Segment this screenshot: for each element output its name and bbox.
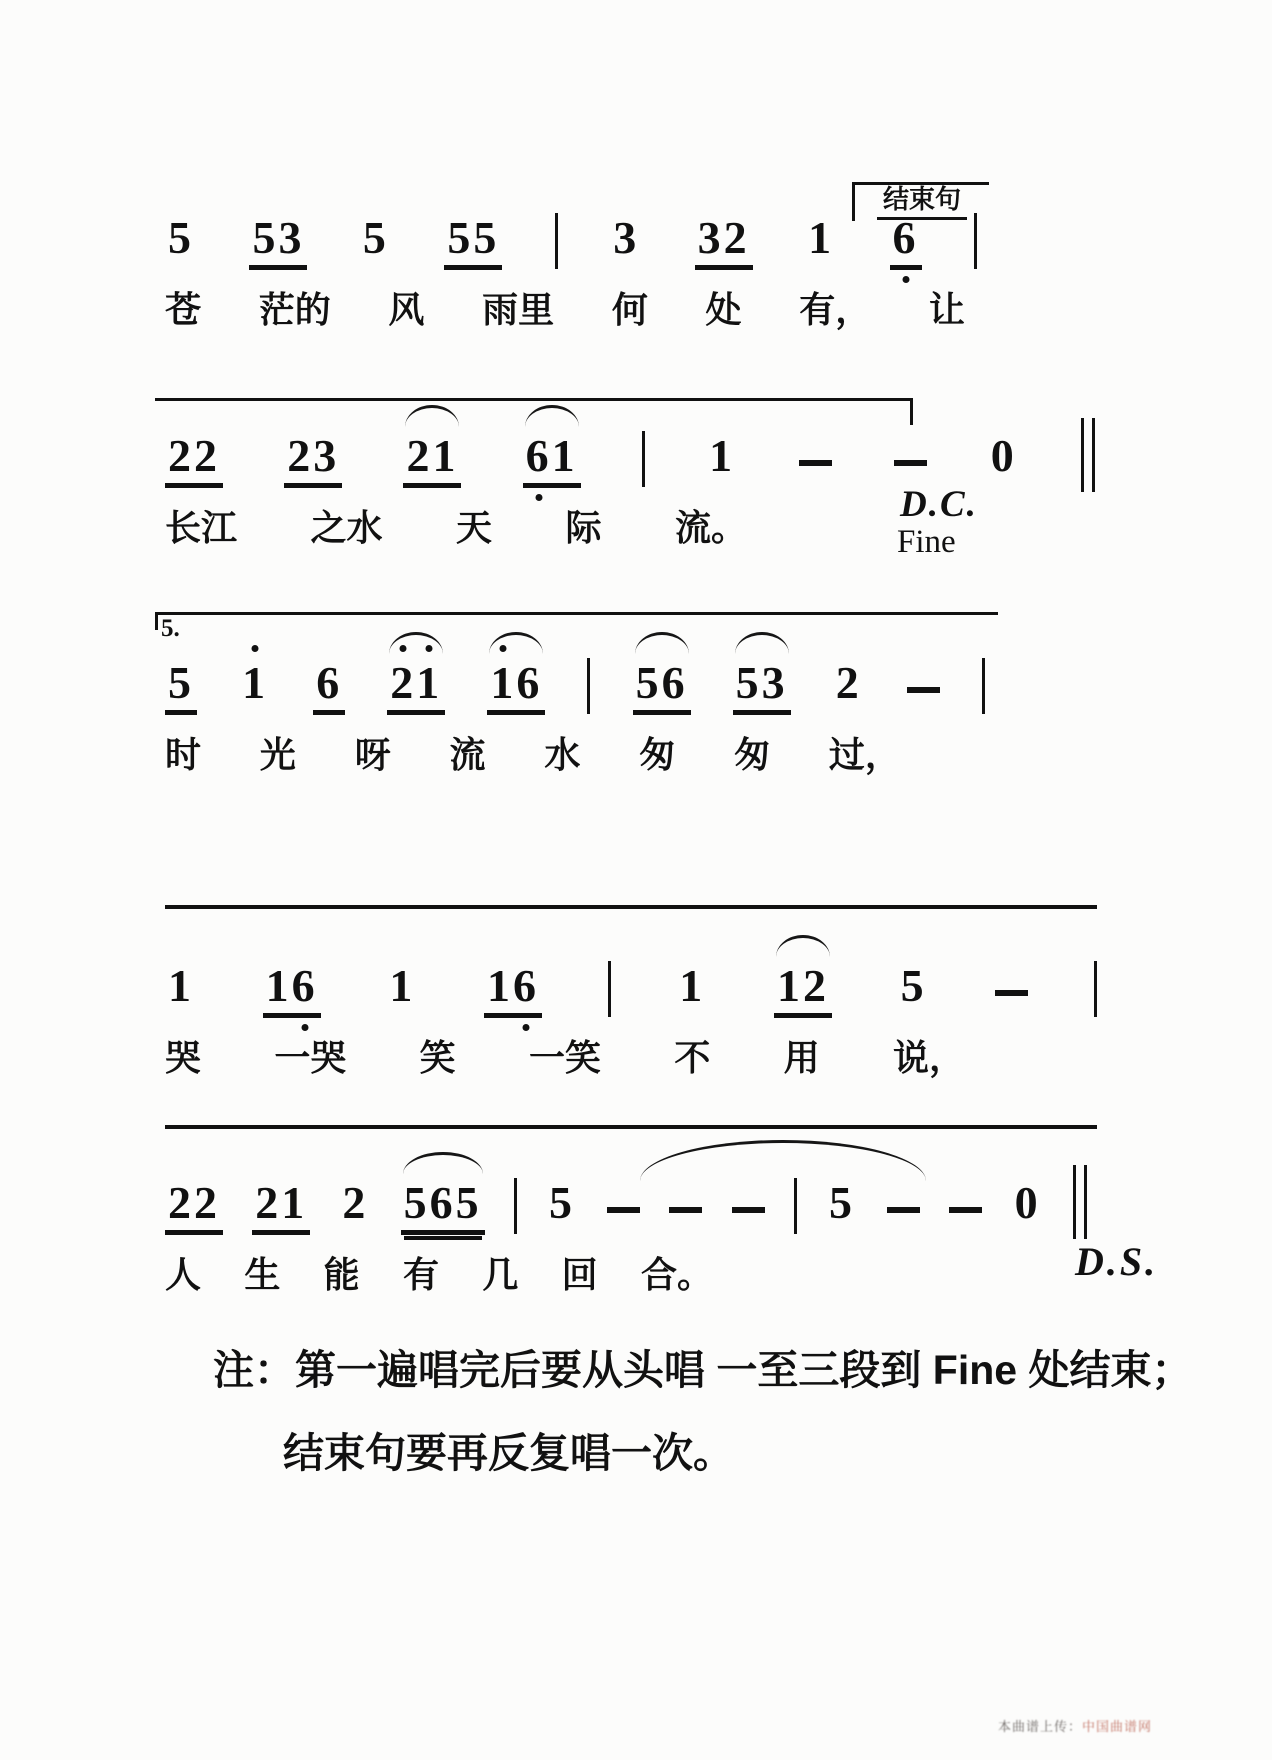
lyric-syllable: 用 xyxy=(783,1037,820,1078)
note: 2 1 xyxy=(403,433,461,488)
barline xyxy=(794,1178,797,1234)
note: 5 3 xyxy=(249,215,307,270)
final-barline xyxy=(1073,1165,1087,1239)
system-5 xyxy=(165,1165,1087,1296)
octave-dot-below xyxy=(535,494,542,501)
lyric-syllable: 茫的 xyxy=(258,289,331,330)
duration-dash xyxy=(669,1207,702,1213)
lyric-syllable: 过， xyxy=(828,734,901,775)
verse-number-label: 5. xyxy=(161,615,180,642)
system-4 xyxy=(165,948,1097,1079)
note: 1 xyxy=(679,960,706,1011)
duration-dash xyxy=(887,1207,920,1213)
dc-mark: D.C. xyxy=(900,484,978,525)
barline xyxy=(974,213,977,269)
watermark-text: 本曲谱上传： xyxy=(998,1719,1083,1734)
lyric-syllable: 风 xyxy=(388,289,425,330)
octave-dot-below xyxy=(301,1024,308,1031)
note: 6 xyxy=(313,660,345,715)
note: 2 2 xyxy=(165,1180,223,1235)
lyric-syllable: 让 xyxy=(928,289,965,330)
lyric-syllable: 有， xyxy=(799,289,872,330)
tie-arc xyxy=(640,1140,926,1181)
lyric-syllable: 时 xyxy=(165,734,202,775)
lyric-syllable: 流 xyxy=(449,734,486,775)
lyric-syllable: 之水 xyxy=(310,507,383,548)
footnote-line-1: 注：第一遍唱完后要从头唱 一至三段到 Fine 处结束； xyxy=(213,1347,1193,1393)
note: 1 xyxy=(168,960,194,1011)
lyric-syllable: 匆 xyxy=(734,734,771,775)
note: 1 xyxy=(389,960,416,1011)
octave-dot-above xyxy=(252,645,259,652)
lyric-syllable: 说， xyxy=(892,1037,965,1078)
note: 5 xyxy=(168,212,194,263)
lyric-syllable: 生 xyxy=(244,1254,281,1295)
lyric-syllable: 匆 xyxy=(639,734,676,775)
lyric-syllable: 一哭 xyxy=(274,1037,347,1078)
lyric-syllable: 长江 xyxy=(165,507,238,548)
note: 5 xyxy=(549,1177,576,1228)
note: 1 xyxy=(239,660,271,715)
lyrics-row xyxy=(165,733,901,776)
note: 2 1 xyxy=(387,660,445,715)
duration-dash xyxy=(799,460,832,466)
note: 3 2 xyxy=(695,215,753,270)
duration-dash xyxy=(894,460,927,466)
note: 3 xyxy=(613,212,640,263)
ds-mark: D.S. xyxy=(1075,1239,1159,1284)
note: 5 xyxy=(829,1177,856,1228)
note: 1 6 xyxy=(263,963,321,1018)
note: 0 xyxy=(1014,1177,1041,1228)
notes-row xyxy=(165,418,1095,488)
final-barline xyxy=(1081,418,1095,492)
lyric-syllable: 一笑 xyxy=(528,1037,601,1078)
verse-bracket xyxy=(155,612,998,630)
system-separator xyxy=(165,1125,1097,1129)
lyric-syllable: 哭 xyxy=(165,1037,202,1078)
note: 5 5 xyxy=(444,215,502,270)
lyric-syllable: 水 xyxy=(544,734,581,775)
note: 2 xyxy=(835,657,862,708)
lyric-syllable: 光 xyxy=(259,734,296,775)
barline xyxy=(587,658,590,714)
octave-dot-below xyxy=(522,1024,529,1031)
octave-dot-above xyxy=(426,645,433,652)
note: 2 2 xyxy=(165,433,223,488)
lyric-syllable: 笑 xyxy=(419,1037,456,1078)
note: 5 3 xyxy=(733,660,791,715)
watermark-site: 中国曲谱网 xyxy=(1082,1719,1153,1734)
system-1 xyxy=(165,200,977,331)
lyric-syllable: 不 xyxy=(674,1037,711,1078)
octave-dot-above xyxy=(500,645,507,652)
notes-row xyxy=(165,200,977,270)
barline xyxy=(1094,961,1097,1017)
duration-dash xyxy=(732,1207,765,1213)
lyric-syllable: 际 xyxy=(565,507,602,548)
note: 5 6 xyxy=(633,660,691,715)
note: 0 xyxy=(990,430,1017,481)
notes-row xyxy=(165,645,985,715)
note: 6 1 xyxy=(523,433,581,488)
system-3 xyxy=(165,645,985,776)
lyric-syllable: 合。 xyxy=(640,1254,713,1295)
notes-row xyxy=(165,948,1097,1018)
lyrics-row xyxy=(165,1253,713,1296)
lyric-syllable: 有 xyxy=(402,1254,439,1295)
note: 2 3 xyxy=(284,433,342,488)
note: 6 xyxy=(890,215,922,270)
barline xyxy=(608,961,611,1017)
lyric-syllable: 人 xyxy=(165,1254,202,1295)
lyrics-row xyxy=(165,506,747,549)
note: 1 6 xyxy=(487,660,545,715)
duration-dash xyxy=(995,990,1028,996)
lyrics-row xyxy=(165,1036,965,1079)
duration-dash xyxy=(949,1207,982,1213)
note: 1 6 xyxy=(484,963,542,1018)
note: 2 1 xyxy=(252,1180,310,1235)
barline xyxy=(555,213,558,269)
lyric-syllable: 天 xyxy=(455,507,492,548)
duration-dash xyxy=(907,687,940,693)
note: 2 xyxy=(342,1177,369,1228)
note: 1 2 xyxy=(774,963,832,1018)
watermark xyxy=(998,1716,1152,1735)
lyric-syllable: 呀 xyxy=(354,734,391,775)
note: 5 xyxy=(165,660,197,715)
lyric-syllable: 能 xyxy=(323,1254,360,1295)
duration-dash xyxy=(607,1207,640,1213)
lyric-syllable: 处 xyxy=(705,289,742,330)
lyrics-row xyxy=(165,288,965,331)
system-separator xyxy=(165,905,1097,909)
note: 1 xyxy=(709,430,736,481)
barline xyxy=(514,1178,517,1234)
note: 5 xyxy=(362,212,389,263)
lyric-syllable: 何 xyxy=(611,289,648,330)
lyric-syllable: 流。 xyxy=(674,507,747,548)
barline xyxy=(982,658,985,714)
note: 5 6 5 xyxy=(401,1180,485,1235)
notes-row xyxy=(165,1165,1087,1235)
fine-mark: Fine xyxy=(897,524,956,560)
octave-dot-above xyxy=(400,645,407,652)
lyric-syllable: 雨里 xyxy=(482,289,555,330)
lyric-syllable: 几 xyxy=(482,1254,519,1295)
lyric-syllable: 回 xyxy=(561,1254,598,1295)
lyric-syllable: 苍 xyxy=(165,289,202,330)
note: 5 xyxy=(900,960,927,1011)
footnote-line-2: 结束句要再反复唱一次。 xyxy=(283,1430,734,1476)
note: 1 xyxy=(808,212,835,263)
ending-phrase-label: 结束句 xyxy=(877,185,967,220)
barline xyxy=(642,431,645,487)
octave-dot-below xyxy=(902,276,909,283)
